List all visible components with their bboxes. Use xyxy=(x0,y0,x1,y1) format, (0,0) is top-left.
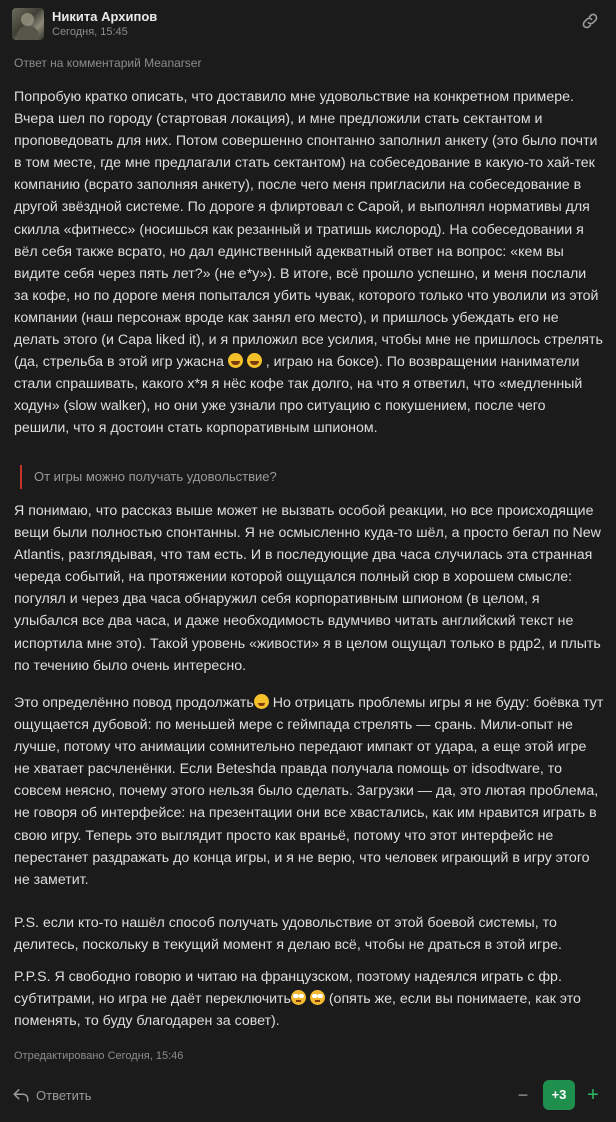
paragraph-3 xyxy=(14,692,604,891)
paragraph-5-text-a: P.P.S. Я свободно говорю и читаю на французском, поэтому надеялся играть с фр. субтитрами, но игра не даёт переключить xyxy=(14,969,562,1008)
comment-time: Сегодня, 15:45 xyxy=(52,26,128,38)
comment-header xyxy=(12,8,604,40)
flushed-emoji xyxy=(310,990,325,1005)
score-badge: +3 xyxy=(543,1080,575,1110)
link-icon[interactable] xyxy=(580,11,600,31)
vote-up-button[interactable]: + xyxy=(587,1084,599,1106)
paragraph-1-text-a: Попробую кратко описать, что доставило мне удовольствие на конкретном примере. Вчера шел по городу (стартовая локация), и мне предложили стать сектантом и проповедовать для них. Потом совершенно спонтанно заполнил анкету (это было почти в том месте, где мне предлагали стать сектантом) на собеседование в какую-то хай-тек компанию (всрато заполняя анкету), после чего меня пригласили на собеседование в другой звёздной системе. По дороге я флиртовал с Сарой, и выполнял нормативы для скилла «фитнесс» (носишься как резанный и тратишь кислород). На собеседовании я вёл себя также всрато, но дал единственный адекватный ответ на вопрос: «кем вы видите себя через пять лет?» (не е*у»). В итоге, всё прошло успешно, и меня послали за кофе, но по дороге меня попытался убить чувак, которого только что уволили из этой компании (наш персонаж вроде как занял его место), и пришлось убеждать его не делать этого (и Сара liked it), и я приложил все усилия, чтобы мне не пришлось стрелять (да, стрельба в этой игр ужасна xyxy=(14,89,603,371)
flushed-emoji xyxy=(291,990,306,1005)
paragraph-1-text-b: , играю на боксе). По возвращении наниматели стали спрашивать, какого х*я я нёс кофе так долго, на что я ответил, что «медленный ходун» (slow walker), но они уже узнали про ситуацию с покушением, после чего решили, что я достоин стать корпоративным шпионом. xyxy=(14,354,583,437)
vote-down-button[interactable]: − xyxy=(517,1085,529,1105)
paragraph-4: P.S. если кто-то нашёл способ получать удовольствие от этой боевой системы, то делитесь, поскольку в текущий момент я делаю всё, чтобы не драться в этой игре. xyxy=(14,915,562,954)
paragraph-3-text-a: Это определённо повод продолжать xyxy=(14,695,254,711)
paragraph-5 xyxy=(14,966,604,1032)
paragraph-5-text-b: (опять же, если вы понимаете, как это поменять, то буду благодарен за совет). xyxy=(14,991,581,1030)
edited-label: Отредактировано Сегодня, 15:46 xyxy=(14,1050,184,1062)
wink-emoji xyxy=(254,694,269,709)
author-name[interactable]: Никита Архипов xyxy=(52,9,158,24)
paragraph-2: Я понимаю, что рассказ выше может не вызвать особой реакции, но все происходящие вещи были полностью спонтанны. Я не осмысленно куда-то шёл, а просто бегал по New Atlantis, разглядывая, что там есть. И в последующие два часа случилась эта странная череда событий, на протяжении которой ощущался полный сюр в хорошем смысле: погулял и через два часа обнаружил себя корпоративным шпионом (в целом, я улыбался все два часа, и даже необходимость вдумчиво читать английский текст не испортила мне это). Такой уровень «живости» я в целом ощущал только в рдр2, и плыть по течению было очень интересно. xyxy=(14,503,601,674)
paragraph-1 xyxy=(14,86,604,440)
reply-arrow-icon xyxy=(12,1087,30,1103)
avatar[interactable] xyxy=(12,8,44,40)
laugh-emoji xyxy=(228,353,243,368)
paragraph-3-text-b: Но отрицать проблемы игры я не буду: боёвка тут ощущается дубовой: по меньшей мере с геймпада стрелять — срань. Мили-опыт не лучше, потому что анимации сомнительно передают импакт от удара, а еще этой игре не хватает расчленёнки. Если Beteshda правда получала помощь от idsodtware, то совсем неясно, почему этого нельзя было сделать. Загрузки — да, это лютая проблема, не говоря об интерфейсе: на презентации они все хвастались, как им нравится играть в свою игру. Теперь это выглядит просто как враньё, потому что этот интерфейс не перестанет раздражать до конца игры, и я не верю, что человек играющий в игру этого не заметит. xyxy=(14,695,604,888)
quote-block: От игры можно получать удовольствие? xyxy=(20,465,277,489)
comment-footer xyxy=(12,1080,604,1112)
reply-button[interactable] xyxy=(12,1084,92,1106)
reply-to-label[interactable]: Ответ на комментарий Meanarser xyxy=(14,56,202,70)
laugh-emoji xyxy=(247,353,262,368)
reply-label: Ответить xyxy=(36,1087,92,1103)
